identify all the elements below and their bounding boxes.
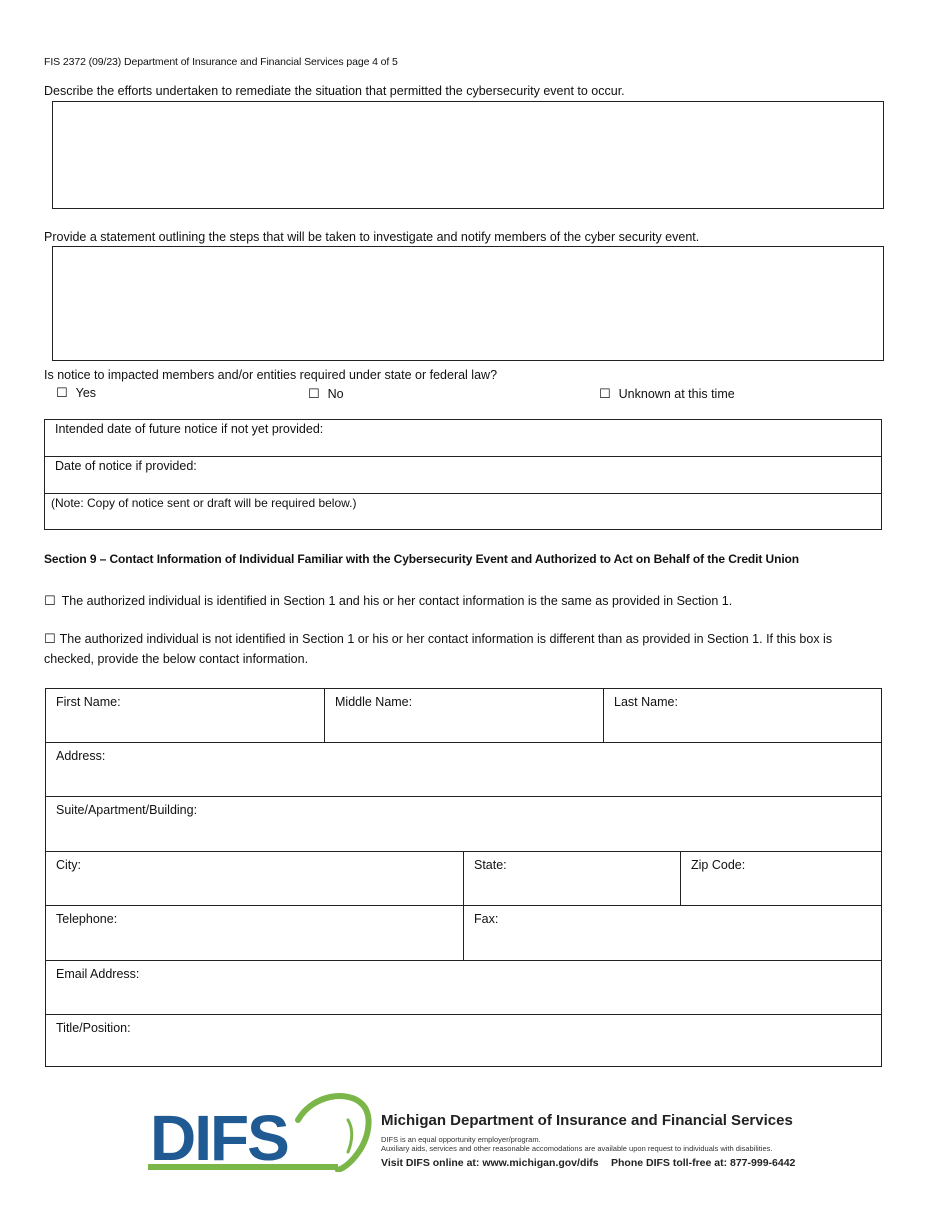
- section9-option1[interactable]: [44, 593, 732, 609]
- first-name-field[interactable]: [46, 689, 325, 743]
- option-label: Unknown at this time: [618, 387, 735, 401]
- investigation-prompt: Provide a statement outlining the steps that will be taken to investigate and notify members of the cyber security event.: [44, 230, 700, 244]
- field-label: Fax:: [474, 912, 499, 926]
- section9-option2-continued: checked, provide the below contact information.: [44, 652, 309, 666]
- field-label: Suite/Apartment/Building:: [56, 803, 198, 817]
- logo-swoosh: [298, 1096, 369, 1170]
- checkbox-icon[interactable]: ☐: [308, 386, 320, 401]
- section9-title: Section 9 – Contact Information of Individual Familiar with the Cybersecurity Event and Authorized to Act on Behalf of the Credit Union: [44, 552, 800, 566]
- form-header: FIS 2372 (09/23) Department of Insurance and Financial Services page 4 of 5: [44, 56, 398, 68]
- notice-row-label: (Note: Copy of notice sent or draft will be required below.): [51, 496, 357, 510]
- field-label: Zip Code:: [691, 858, 746, 872]
- remediation-textarea[interactable]: [52, 101, 884, 209]
- section9-option2[interactable]: [44, 631, 832, 647]
- notice-row-label: Date of notice if provided:: [55, 459, 197, 473]
- field-label: City:: [56, 858, 81, 872]
- contact-form: [45, 688, 882, 1067]
- notice-table: [44, 419, 882, 530]
- field-label: Email Address:: [56, 967, 140, 981]
- checkbox-icon[interactable]: ☐: [56, 385, 68, 400]
- notice-option-no[interactable]: [308, 386, 344, 402]
- footer-org-name: Michigan Department of Insurance and Financial Services: [381, 1112, 793, 1129]
- field-label: Address:: [56, 749, 106, 763]
- suite-field[interactable]: [46, 797, 881, 852]
- notice-option-yes[interactable]: [56, 385, 96, 401]
- footer-accommodations: Auxiliary aids, services and other reasonable accomodations are available upon request to individuals with disabilities.: [381, 1144, 773, 1153]
- city-field[interactable]: [46, 852, 464, 906]
- field-label: State:: [474, 858, 507, 872]
- logo-text: DIFS: [150, 1102, 288, 1172]
- investigation-textarea[interactable]: [52, 246, 884, 361]
- footer-website: Visit DIFS online at: www.michigan.gov/difs: [381, 1157, 599, 1169]
- zip-code-field[interactable]: [681, 852, 881, 906]
- fax-field[interactable]: [464, 906, 881, 961]
- field-label: Last Name:: [614, 695, 678, 709]
- difs-logo-graphic: [148, 1090, 378, 1172]
- remediation-prompt: Describe the efforts undertaken to remediate the situation that permitted the cybersecurity event to occur.: [44, 84, 625, 98]
- notice-option-unknown[interactable]: [599, 386, 735, 402]
- last-name-field[interactable]: [604, 689, 881, 743]
- field-label: Title/Position:: [56, 1021, 131, 1035]
- footer-equal-opportunity: DIFS is an equal opportunity employer/program.: [381, 1135, 541, 1144]
- notice-row-intended-date[interactable]: [45, 420, 881, 457]
- field-label: First Name:: [56, 695, 121, 709]
- checkbox-icon[interactable]: ☐: [44, 593, 56, 608]
- logo-swoosh-inner: [348, 1120, 352, 1152]
- option-label: No: [327, 387, 344, 401]
- field-label: Telephone:: [56, 912, 118, 926]
- option-label: Yes: [75, 386, 97, 400]
- email-field[interactable]: [46, 961, 881, 1015]
- address-field[interactable]: [46, 743, 881, 797]
- state-field[interactable]: [464, 852, 681, 906]
- section9-option1-label: The authorized individual is identified in Section 1 and his or her contact information is the same as provided in Section 1.: [61, 594, 733, 608]
- middle-name-field[interactable]: [325, 689, 604, 743]
- difs-logo: [148, 1090, 378, 1172]
- field-label: Middle Name:: [335, 695, 413, 709]
- notice-row-date[interactable]: [45, 457, 881, 494]
- title-position-field[interactable]: [46, 1015, 881, 1066]
- footer-phone: Phone DIFS toll-free at: 877-999-6442: [611, 1157, 796, 1169]
- notice-row-note: [45, 494, 881, 530]
- telephone-field[interactable]: [46, 906, 464, 961]
- checkbox-icon[interactable]: ☐: [599, 386, 611, 401]
- section9-option2-label: The authorized individual is not identified in Section 1 or his or her contact information is different than as provided in Section 1. If this box is: [59, 632, 833, 646]
- checkbox-icon[interactable]: ☐: [44, 631, 56, 646]
- notice-question: Is notice to impacted members and/or entities required under state or federal law?: [44, 368, 498, 382]
- notice-row-label: Intended date of future notice if not yet provided:: [55, 422, 324, 436]
